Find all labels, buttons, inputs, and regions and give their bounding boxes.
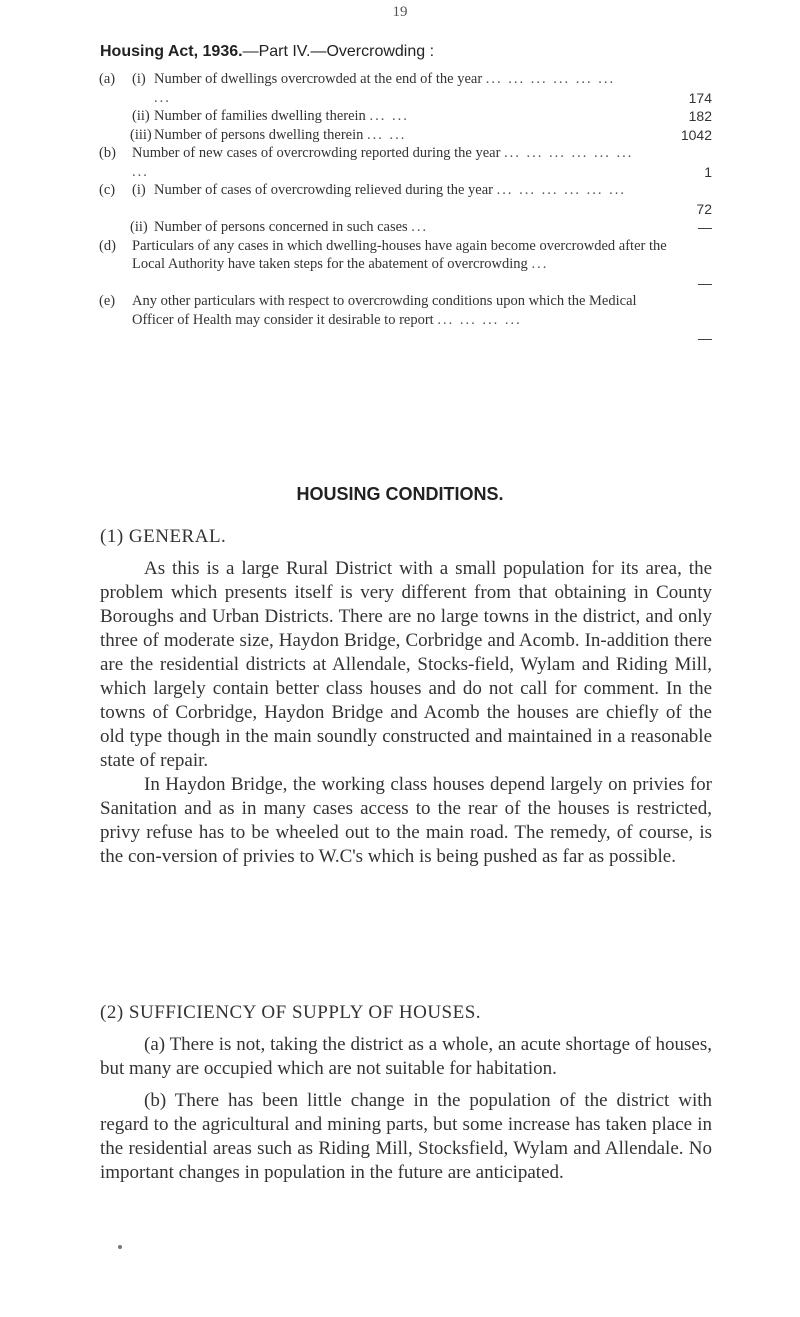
stat-row-b bbox=[100, 144, 712, 181]
general-paragraph-1: As this is a large Rural District with a small population for its area, the problem which presents itself is very different from that obtaining in County Boroughs and Urban Districts. There are no large towns in the district, and only three of moderate size, Haydon Bridge, Corbridge and Acomb. In-addition there are the residential districts at Allendale, Stocks-field, Wylam and Riding Mill, which largely contain better class houses and do not call for comment. In the towns of Corbridge, Haydon Bridge and Acomb the houses are chiefly of the old type though in the main soundly constructed and maintained in a reasonable state of repair. bbox=[100, 558, 712, 771]
leader-dots: ... ... ... ... bbox=[437, 311, 522, 328]
page-number: 19 bbox=[392, 4, 408, 20]
print-speck bbox=[118, 1245, 122, 1249]
leader-dots: ... ... ... ... ... ... ... bbox=[154, 71, 616, 106]
stat-row-c-ii bbox=[100, 218, 712, 237]
stat-label: (e) bbox=[99, 293, 116, 309]
general-heading: (1) GENERAL. bbox=[100, 526, 227, 547]
stat-value: 182 bbox=[688, 108, 712, 124]
stat-row-c-i bbox=[100, 181, 712, 218]
sufficiency-paragraph-b: (b) There has been little change in the population of the district with regard to the agricultural and mining parts, but some increase has taken place in the residential areas such as Riding Mill, Stocksfield, Wylam and Allendale. No important changes in population in the future are anticipated. bbox=[100, 1090, 712, 1183]
stat-label: (b) bbox=[99, 145, 116, 161]
stat-sublabel: (ii) bbox=[132, 108, 150, 124]
stat-sublabel: (i) bbox=[132, 71, 146, 87]
sufficiency-paragraph-a: (a) There is not, taking the district as a whole, an acute shortage of houses, but many are occupied which are not suitable for habitation. bbox=[100, 1034, 712, 1079]
stat-text: Any other particulars with respect to overcrowding conditions upon which the Medical Officer of Health may consider it desirable to report ... ... ... ... bbox=[132, 293, 637, 328]
leader-dots: ... ... bbox=[369, 108, 409, 124]
stat-label: (c) bbox=[99, 182, 116, 198]
stat-value: 72 bbox=[696, 200, 712, 217]
act-heading bbox=[100, 43, 434, 61]
stat-row-a-iii bbox=[100, 126, 712, 145]
sufficiency-section bbox=[100, 1001, 712, 1185]
stat-sublabel: (i) bbox=[132, 182, 146, 198]
general-paragraph-2: In Haydon Bridge, the working class houses depend largely on privies for Sanitation and as in many cases access to the rear of the houses is restricted, privy refuse has to be wheeled out to the main road. The remedy, of course, is the con-version of privies to W.C's which is being pushed as far as possible. bbox=[100, 774, 712, 867]
leader-dots: ... bbox=[531, 256, 549, 272]
stat-label: (d) bbox=[99, 237, 116, 254]
general-section bbox=[100, 525, 712, 869]
stat-text: Number of persons dwelling therein ... ... bbox=[154, 126, 407, 143]
overcrowding-statistics bbox=[100, 70, 712, 348]
stat-row-d bbox=[100, 237, 712, 293]
act-subtitle: —Part IV.—Overcrowding : bbox=[242, 43, 435, 60]
stat-row-a-i bbox=[100, 70, 712, 107]
leader-dots: ... ... bbox=[367, 126, 407, 143]
stat-text: Number of persons concerned in such cases ... bbox=[154, 219, 429, 235]
stat-value: — bbox=[698, 219, 712, 235]
stat-row-e bbox=[100, 292, 712, 348]
stat-value: — bbox=[698, 274, 712, 291]
stat-value: 1042 bbox=[680, 126, 712, 143]
leader-dots: ... ... ... ... ... ... bbox=[496, 182, 627, 198]
stat-row-a-ii bbox=[100, 107, 712, 126]
stat-text: Number of new cases of overcrowding reported during the year ... ... ... ... ... ... ... bbox=[132, 145, 634, 180]
leader-dots: ... bbox=[411, 219, 429, 235]
stat-sublabel: (ii) bbox=[130, 219, 148, 235]
stat-label: (a) bbox=[99, 71, 116, 87]
act-title: Housing Act, 1936. bbox=[100, 43, 243, 60]
stat-value: 1 bbox=[704, 163, 712, 180]
stat-text: Number of families dwelling therein ... ... bbox=[154, 108, 409, 124]
stat-text: Particulars of any cases in which dwelling-houses have again become overcrowded after the Local Authority have taken steps for the abatement of overcrowding ... bbox=[132, 237, 667, 272]
section-heading: HOUSING CONDITIONS. bbox=[296, 484, 504, 504]
stat-text: Number of cases of overcrowding relieved during the year ... ... ... ... ... ... bbox=[154, 182, 627, 198]
stat-value: — bbox=[698, 330, 712, 346]
stat-text: Number of dwellings overcrowded at the end of the year ... ... ... ... ... ... ... bbox=[154, 71, 616, 106]
stat-sublabel: (iii) bbox=[130, 126, 152, 143]
sufficiency-heading: (2) SUFFICIENCY OF SUPPLY OF HOUSES. bbox=[100, 1002, 482, 1023]
stat-value: 174 bbox=[688, 89, 712, 106]
leader-dots: ... ... ... ... ... ... ... bbox=[132, 145, 634, 180]
